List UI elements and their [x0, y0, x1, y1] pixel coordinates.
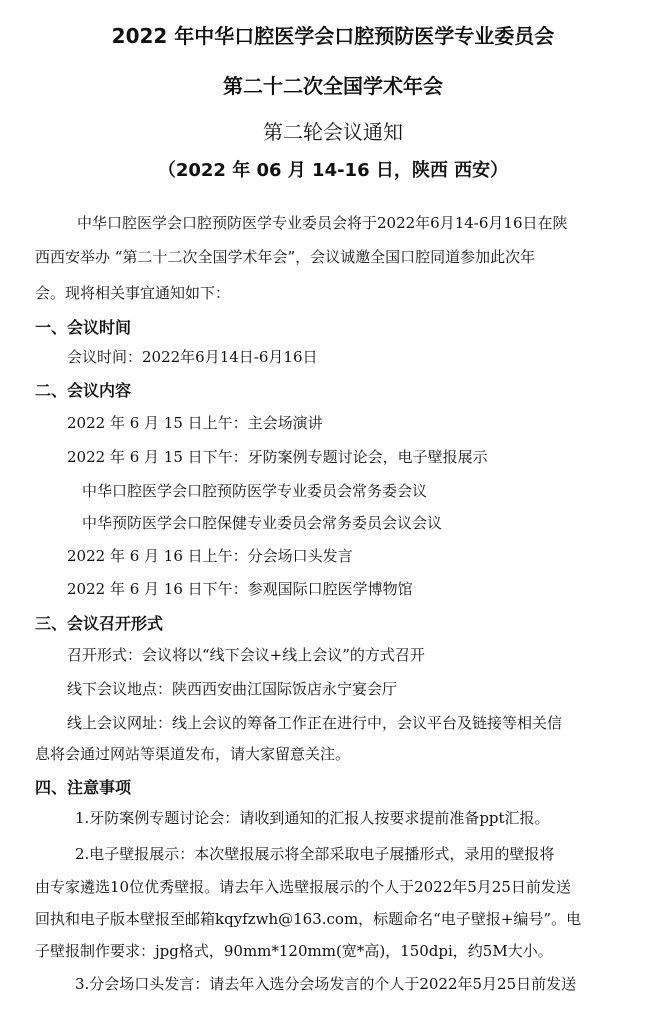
section-heading-format: 三、会议召开形式 — [35, 614, 164, 633]
schedule-item: 2022 年 6 月 16 日上午：分会场口头发言 — [67, 547, 353, 565]
schedule-item: 中华口腔医学会口腔预防医学专业委员会常务委会议 — [82, 482, 428, 500]
online-line-1: 线上会议网址：线上会议的筹备工作正在进行中，会议平台及链接等相关信 — [67, 714, 563, 732]
section-heading-time: 一、会议时间 — [35, 318, 132, 337]
schedule-item: 2022 年 6 月 15 日上午：主会场演讲 — [67, 414, 323, 432]
meeting-time: 会议时间：2022年6月14日-6月16日 — [67, 348, 318, 366]
note-line: 回执和电子版本壁报至邮箱kqyfzwh@163.com，标题命名“电子壁报+编号”。电 — [35, 910, 582, 928]
intro-line-2: 西西安举办 “第二十二次全国学术年会”，会议诚邀全国口腔同道参加此次年 — [35, 248, 536, 266]
section-heading-content: 二、会议内容 — [35, 381, 132, 400]
page-subtitle: 第二十二次全国学术年会 — [223, 74, 443, 98]
intro-line-3: 会。现将相关事宜通知如下： — [35, 284, 231, 302]
page-title: 2022 年中华口腔医学会口腔预防医学专业委员会 — [111, 24, 555, 48]
schedule-item: 2022 年 6 月 16 日下午：参观国际口腔医学博物馆 — [67, 580, 413, 598]
format-line: 召开形式：会议将以“线下会议+线上会议”的方式召开 — [67, 646, 425, 664]
section-heading-notes: 四、注意事项 — [35, 778, 132, 797]
note-line: 3.分会场口头发言：请去年入选分会场发言的个人于2022年5月25日前发送 — [75, 975, 577, 993]
note-line: 由专家遴选10位优秀壁报。请去年入选壁报展示的个人于2022年5月25日前发送 — [35, 878, 571, 896]
schedule-item: 中华预防医学会口腔保健专业委员会常务委员会议会议 — [82, 514, 443, 532]
note-line: 2.电子壁报展示：本次壁报展示将全部采取电子展播形式，录用的壁报将 — [75, 845, 555, 863]
venue-line: 线下会议地点：陕西西安曲江国际饭店永宁宴会厅 — [67, 680, 398, 698]
intro-line-1: 中华口腔医学会口腔预防医学专业委员会将于2022年6月14-6月16日在陕 — [77, 214, 568, 232]
conference-dates: （2022 年 06 月 14-16 日，陕西 西安） — [157, 160, 509, 181]
notice-title: 第二轮会议通知 — [263, 120, 403, 144]
note-line: 1.牙防案例专题讨论会：请收到通知的汇报人按要求提前准备ppt汇报。 — [75, 809, 550, 827]
note-line: 子壁报制作要求：jpg格式，90mm*120mm(宽*高)，150dpi，约5M大小。 — [35, 942, 553, 960]
schedule-item: 2022 年 6 月 15 日下午：牙防案例专题讨论会，电子壁报展示 — [67, 448, 488, 466]
online-line-2: 息将会通过网站等渠道发布，请大家留意关注。 — [35, 745, 351, 763]
